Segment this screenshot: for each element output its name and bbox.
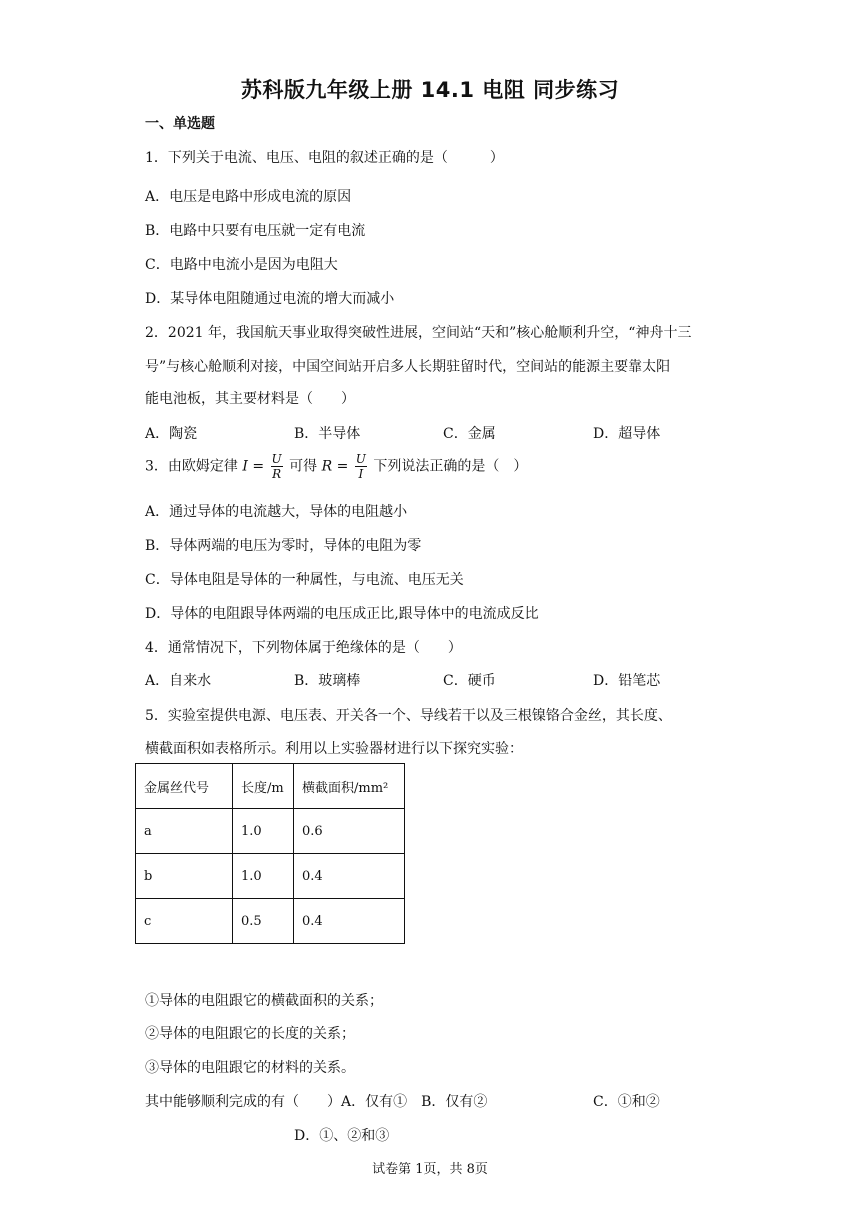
q5-item-2: ②导体的电阻跟它的长度的关系；: [145, 1026, 355, 1042]
q3-formula-2-fraction: [355, 452, 367, 481]
q3-formula-1-denominator: R: [272, 467, 282, 481]
table-row: [136, 854, 405, 899]
q2-option-d: D．超导体: [593, 426, 661, 442]
q3-option-d: D．导体的电阻跟导体两端的电压成正比,跟导体中的电流成反比: [145, 606, 539, 622]
table-header-cell: 横截面积/mm²: [294, 764, 405, 809]
q2-option-c: C．金属: [443, 426, 496, 442]
q3-stem-suffix: 下列说法正确的是（ ）: [373, 458, 528, 475]
table-cell: c: [136, 899, 233, 944]
wire-table: [135, 763, 405, 944]
q4-stem: 4．通常情况下，下列物体属于绝缘体的是（ ）: [145, 640, 462, 656]
table-row: [136, 809, 405, 854]
q3-option-a: A．通过导体的电流越大，导体的电阻越小: [145, 504, 408, 520]
q5-item-3: ③导体的电阻跟它的材料的关系。: [145, 1060, 355, 1076]
q3-formula-1-left: I =: [242, 458, 265, 475]
table-cell: 0.4: [294, 899, 405, 944]
q3-option-b: B．导体两端的电压为零时，导体的电阻为零: [145, 538, 422, 554]
q3-formula-1-fraction: [271, 452, 283, 481]
q2-stem-line-3: 能电池板，其主要材料是（ ）: [145, 391, 355, 407]
table-header-cell: 长度/m: [233, 764, 294, 809]
table-cell: 0.4: [294, 854, 405, 899]
q1-option-a: A．电压是电路中形成电流的原因: [145, 189, 352, 205]
section-heading: 一、单选题: [145, 116, 215, 132]
q3-stem-mid: 可得: [289, 458, 318, 475]
q3-formula-2-denominator: I: [358, 467, 364, 481]
q4-option-b: B．玻璃棒: [294, 673, 361, 689]
q2-stem-line-2: 号”与核心舱顺利对接，中国空间站开启多人长期驻留时代，空间站的能源主要靠太阳: [145, 359, 671, 375]
q1-option-b: B．电路中只要有电压就一定有电流: [145, 223, 366, 239]
q4-option-d: D．铅笔芯: [593, 673, 661, 689]
table-cell: 1.0: [233, 809, 294, 854]
q3-formula-2-left: R =: [321, 458, 349, 475]
q2-option-a: A．陶瓷: [145, 426, 198, 442]
q2-option-b: B．半导体: [294, 426, 361, 442]
table-header-cell: 金属丝代号: [136, 764, 233, 809]
table-cell: 0.5: [233, 899, 294, 944]
table-cell: a: [136, 809, 233, 854]
page-title: 苏科版九年级上册 14.1 电阻 同步练习: [240, 78, 620, 102]
q2-stem-line-1: 2．2021 年，我国航天事业取得突破性进展，空间站“天和”核心舱顺利升空，“神舟十三: [145, 325, 692, 341]
q1-stem: 1．下列关于电流、电压、电阻的叙述正确的是（ ）: [145, 150, 504, 166]
q5-option-d: D．①、②和③: [294, 1128, 390, 1144]
q3-formula-1-numerator: U: [271, 452, 282, 466]
table-header-row: [136, 764, 405, 809]
q3-formula-2-numerator: U: [355, 452, 366, 466]
q3-stem-prefix: 3．由欧姆定律: [145, 458, 238, 475]
q5-stem-line-1: 5．实验室提供电源、电压表、开关各一个、导线若干以及三根镍铬合金丝，其长度、: [145, 708, 672, 724]
table-row: [136, 899, 405, 944]
q1-option-c: C．电路中电流小是因为电阻大: [145, 257, 338, 273]
q1-option-d: D．某导体电阻随通过电流的增大而减小: [145, 291, 395, 307]
table-cell: 0.6: [294, 809, 405, 854]
q5-item-1: ①导体的电阻跟它的横截面积的关系；: [145, 993, 383, 1009]
q3-option-c: C．导体电阻是导体的一种属性，与电流、电压无关: [145, 572, 464, 588]
page-footer: 试卷第 1页，共 8页: [372, 1162, 488, 1177]
q5-stem-line-2: 横截面积如表格所示。利用以上实验器材进行以下探究实验：: [145, 741, 523, 757]
q4-option-c: C．硬币: [443, 673, 496, 689]
q4-option-a: A．自来水: [145, 673, 212, 689]
table-cell: b: [136, 854, 233, 899]
q5-answer-prompt: 其中能够顺利完成的有（ ）A．仅有① B．仅有②: [145, 1094, 488, 1110]
table-cell: 1.0: [233, 854, 294, 899]
q5-option-c: C．①和②: [593, 1094, 660, 1110]
q3-stem: [145, 452, 527, 481]
